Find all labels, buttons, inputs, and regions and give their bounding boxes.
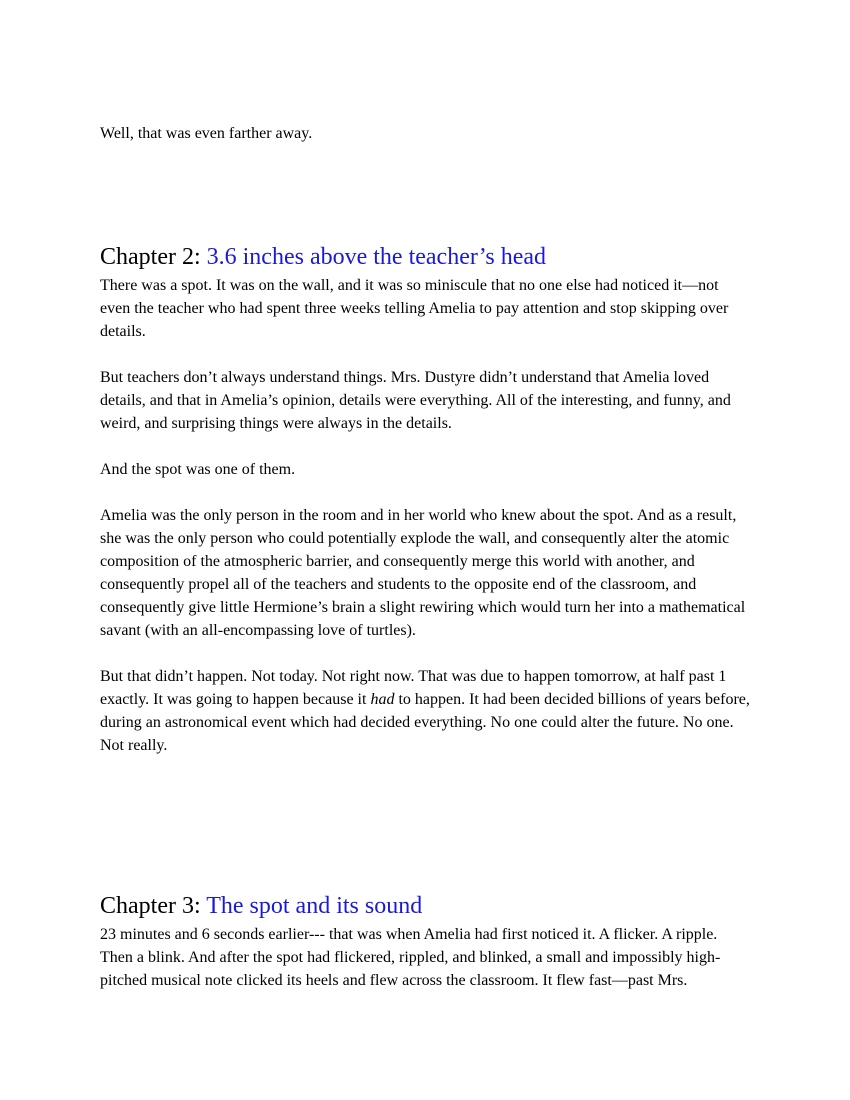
chapter-3-heading — [100, 892, 750, 920]
chapter-2-paragraph-2: But teachers don’t always understand things. Mrs. Dustyre didn’t understand that Amelia loved details, and that in Amelia’s opinion, details were everything. All of the interesting, and funny, and weird, and surprising things were always in the details. — [100, 369, 731, 432]
chapter-2-paragraph-4: Amelia was the only person in the room and in her world who knew about the spot. And as a result, she was the only person who could potentially explode the wall, and consequently alter the atomic composition of the atmospheric barrier, and consequently merge this world with another, and consequently propel all of the teachers and students to the opposite end of the classroom, and consequently give little Hermione’s brain a slight rewiring which would turn her into a mathematical savant (with an all-encompassing love of turtles). — [100, 507, 746, 639]
opening-paragraph — [100, 122, 750, 145]
chapter-2-paragraph-5 — [100, 665, 750, 757]
chapter-2-body — [100, 274, 750, 757]
chapter-2-paragraph-1: There was a spot. It was on the wall, and it was so miniscule that no one else had noticed it—not even the teacher who had spent three weeks telling Amelia to pay attention and stop skipping over details. — [100, 277, 729, 340]
chapter-3-body — [100, 923, 750, 992]
chapter-2-title: 3.6 inches above the teacher’s head — [206, 244, 547, 270]
chapter-3-label: Chapter 3: — [100, 893, 207, 919]
chapter-2-label: Chapter 2: — [100, 244, 207, 270]
chapter-2-p5-italic: had — [370, 691, 395, 708]
chapter-3-paragraph-1: 23 minutes and 6 seconds earlier--- that was when Amelia had first noticed it. A flicker. A ripple. Then a blink. And after the spot had flickered, rippled, and blinked, a small and impossibly high-pitched musical note clicked its heels and flew across the classroom. It flew fast—past Mrs. — [100, 926, 721, 989]
opening-line: Well, that was even farther away. — [100, 125, 313, 142]
chapter-2-heading — [100, 243, 750, 271]
chapter-2-p5-text-a: But that didn’t happen. Not today. Not right now. That was due to happen tomorrow, at half past 1 exactly. It was going to happen because it — [100, 668, 727, 708]
chapter-3-title: The spot and its sound — [206, 893, 423, 919]
chapter-2-p5-text-b: to happen. It had been decided billions of years before, during an astronomical event which had decided everything. No one could alter the future. No one. Not really. — [100, 691, 750, 754]
chapter-2-paragraph-3: And the spot was one of them. — [100, 461, 296, 478]
